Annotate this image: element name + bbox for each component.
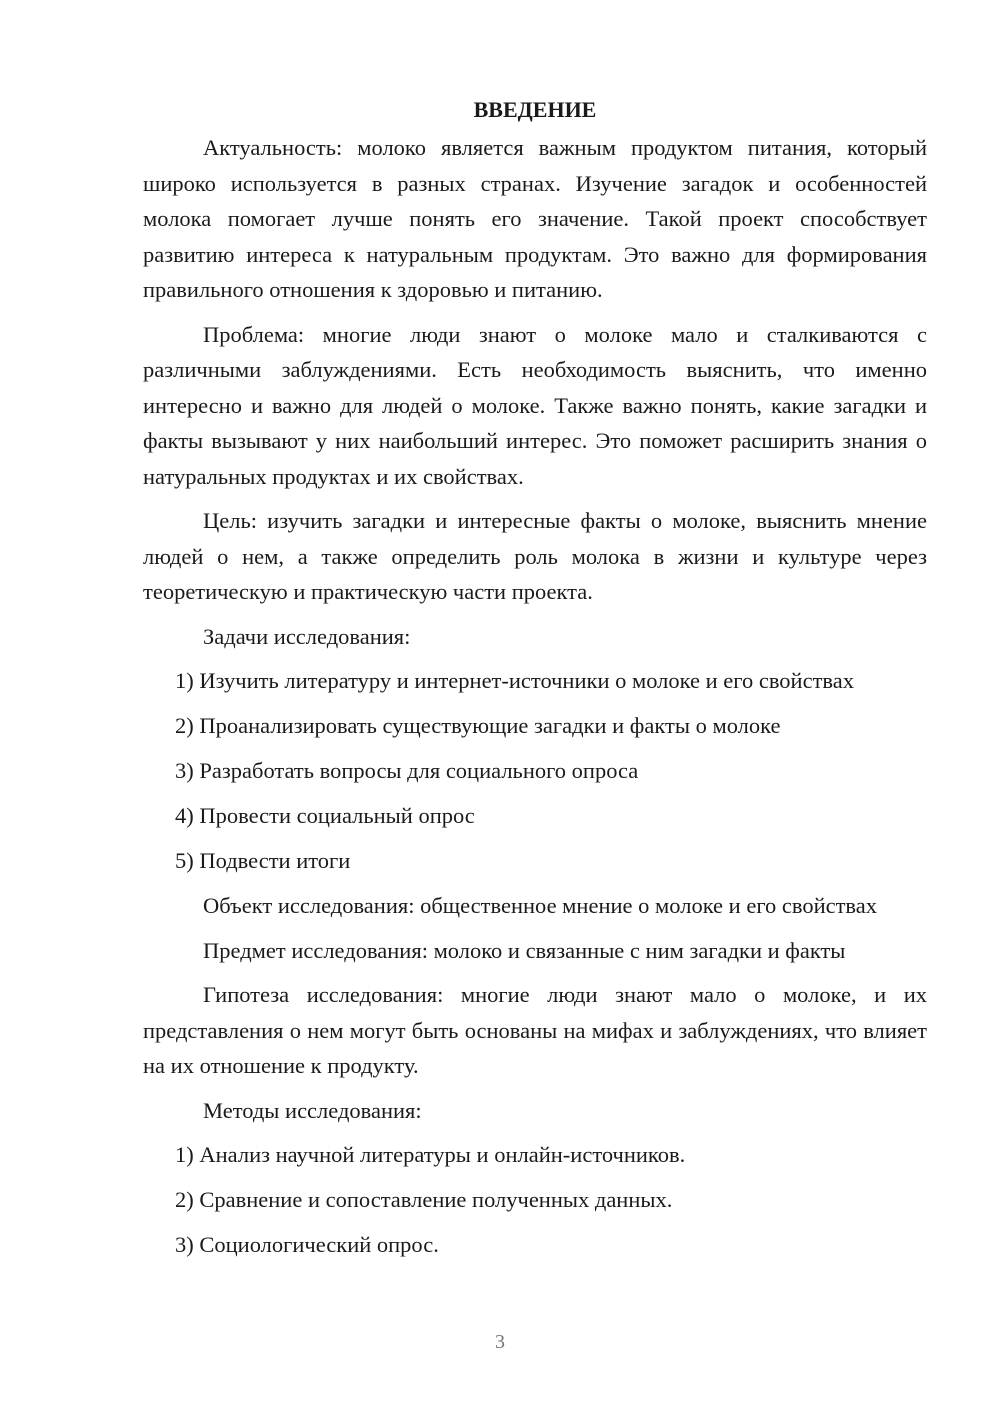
relevance-paragraph: Актуальность: молоко является важным продуктом питания, который широко используется в разных странах. Изучение загадок и особенностей молока помогает лучше понять его значение. Такой проект способствует развитию интереса к натуральным продуктам. Это важно для формирования правильного отношения к здоровью и питанию.: [143, 135, 927, 302]
goal-paragraph: Цель: изучить загадки и интересные факты о молоке, выяснить мнение людей о нем, а также определить роль молока в жизни и культуре через теоретическую и практическую части проекта.: [143, 508, 927, 604]
page-title: ВВЕДЕНИЕ: [473, 97, 597, 122]
tasks-heading: Задачи исследования:: [203, 623, 411, 649]
methods-list: [143, 1137, 927, 1263]
list-item: 3) Разработать вопросы для социального опроса: [175, 758, 639, 783]
list-item: 5) Подвести итоги: [175, 848, 351, 873]
object-paragraph: Объект исследования: общественное мнение о молоке и его свойствах: [203, 893, 878, 918]
page-number: 3: [495, 1331, 505, 1353]
list-item: 1) Изучить литературу и интернет-источники о молоке и его свойствах: [175, 668, 854, 693]
methods-heading: Методы исследования:: [203, 1097, 422, 1123]
subject-paragraph: Предмет исследования: молоко и связанные с ним загадки и факты: [203, 937, 846, 963]
problem-paragraph: Проблема: многие люди знают о молоке мало и сталкиваются с различными заблуждениями. Есть необходимость выяснить, что именно интересно и важно для людей о молоке. Также важно понять, какие загадки и факты вызывают у них наибольший интерес. Это поможет расширить знания о натуральных продуктах и их свойствах.: [143, 321, 927, 489]
list-item: 2) Проанализировать существующие загадки и факты о молоке: [175, 713, 781, 738]
list-item: 2) Сравнение и сопоставление полученных данных.: [175, 1187, 673, 1212]
document-page: [143, 92, 927, 1272]
list-item: 1) Анализ научной литературы и онлайн-источников.: [175, 1142, 686, 1167]
hypothesis-paragraph: Гипотеза исследования: многие люди знают мало о молоке, и их представления о нем могут быть основаны на мифах и заблуждениях, что влияет на их отношение к продукту.: [143, 982, 927, 1078]
tasks-list: [143, 663, 927, 879]
list-item: 4) Провести социальный опрос: [175, 803, 475, 828]
list-item: 3) Социологический опрос.: [175, 1232, 439, 1257]
